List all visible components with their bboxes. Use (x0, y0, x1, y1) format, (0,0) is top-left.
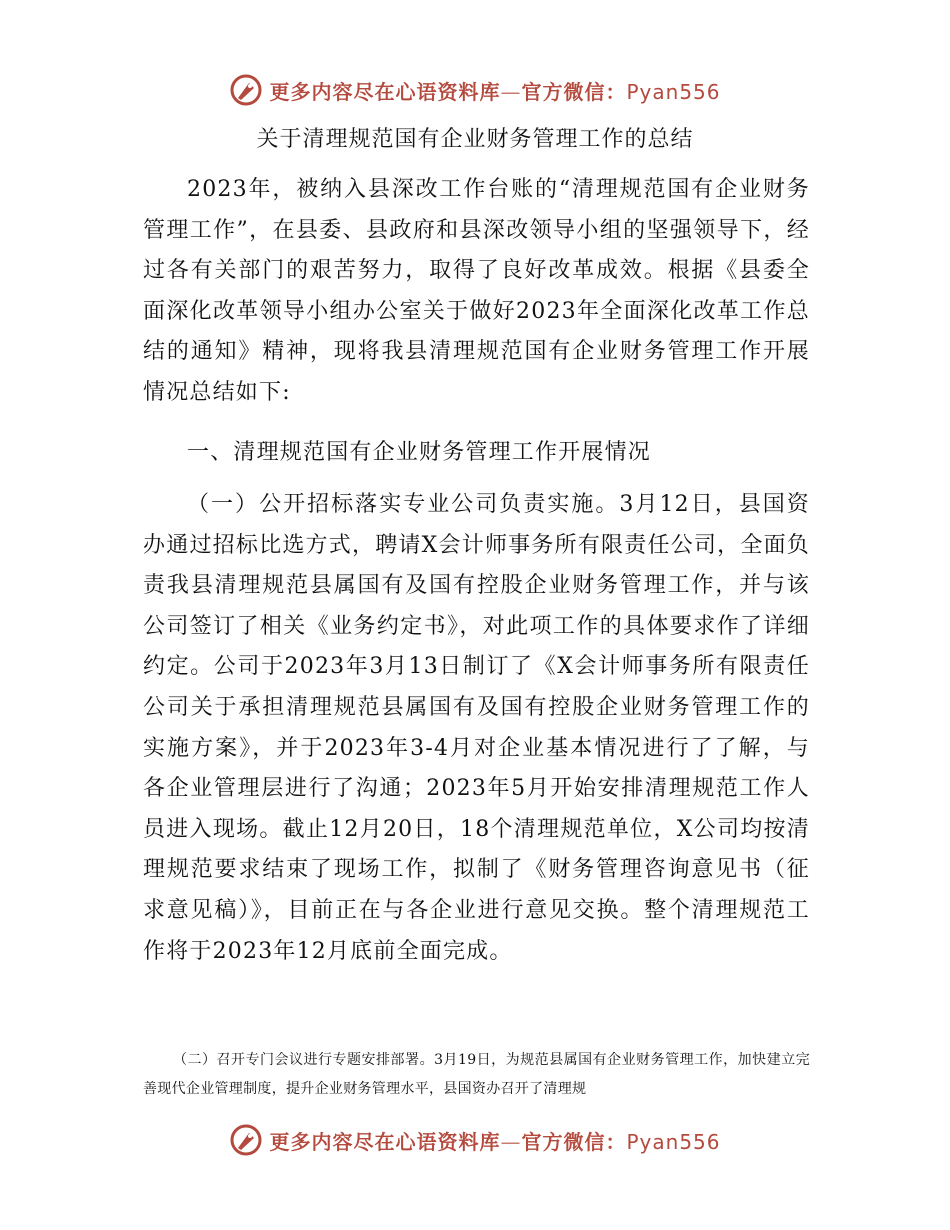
watermark-header (0, 70, 950, 110)
subsection-paragraph-1: （一）公开招标落实专业公司负责实施。3月12日，县国资办通过招标比选方式，聘请X会计师事务所有限责任公司，全面负责我县清理规范县属国有及国有控股企业财务管理工作，并与该公司签订了相关《业务约定书》，对此项工作的具体要求作了详细约定。公司于2023年3月13日制订了《X会计师事务所有限责任公司关于承担清理规范县属国有及国有控股企业财务管理工作的实施方案》，并于2023年3-4月对企业基本情况进行了了解，与各企业管理层进行了沟通；2023年5月开始安排清理规范工作人员进入现场。截止12月20日，18个清理规范单位，X公司均按清理规范要求结束了现场工作，拟制了《财务管理咨询意见书（征求意见稿）》，目前正在与各企业进行意见交换。整个清理规范工作将于2023年12月底前全面完成。 (143, 492, 810, 964)
pen-nib-icon (229, 1123, 263, 1157)
watermark-footer (0, 1120, 950, 1160)
watermark-text: 更多内容尽在心语资料库—官方微信：Pyan556 (269, 79, 721, 104)
section-heading: 一、清理规范国有企业财务管理工作开展情况 (187, 440, 652, 465)
subsection-paragraph-2: （二）召开专门会议进行专题安排部署。3月19日，为规范县属国有企业财务管理工作，加快建立完善现代企业管理制度，提升企业财务管理水平，县国资办召开了清理规 (143, 1052, 810, 1097)
intro-paragraph: 2023年，被纳入县深改工作台账的“清理规范国有企业财务管理工作”，在县委、县政府和县深改领导小组的坚强领导下，经过各有关部门的艰苦努力，取得了良好改革成效。根据《县委全面深化改革领导小组办公室关于做好2023年全面深化改革工作总结的通知》精神，现将我县清理规范国有企业财务管理工作开展情况总结如下: (143, 177, 810, 405)
document-title: 关于清理规范国有企业财务管理工作的总结 (256, 127, 694, 152)
pen-nib-icon (229, 73, 263, 107)
watermark-text: 更多内容尽在心语资料库—官方微信：Pyan556 (269, 1129, 721, 1154)
